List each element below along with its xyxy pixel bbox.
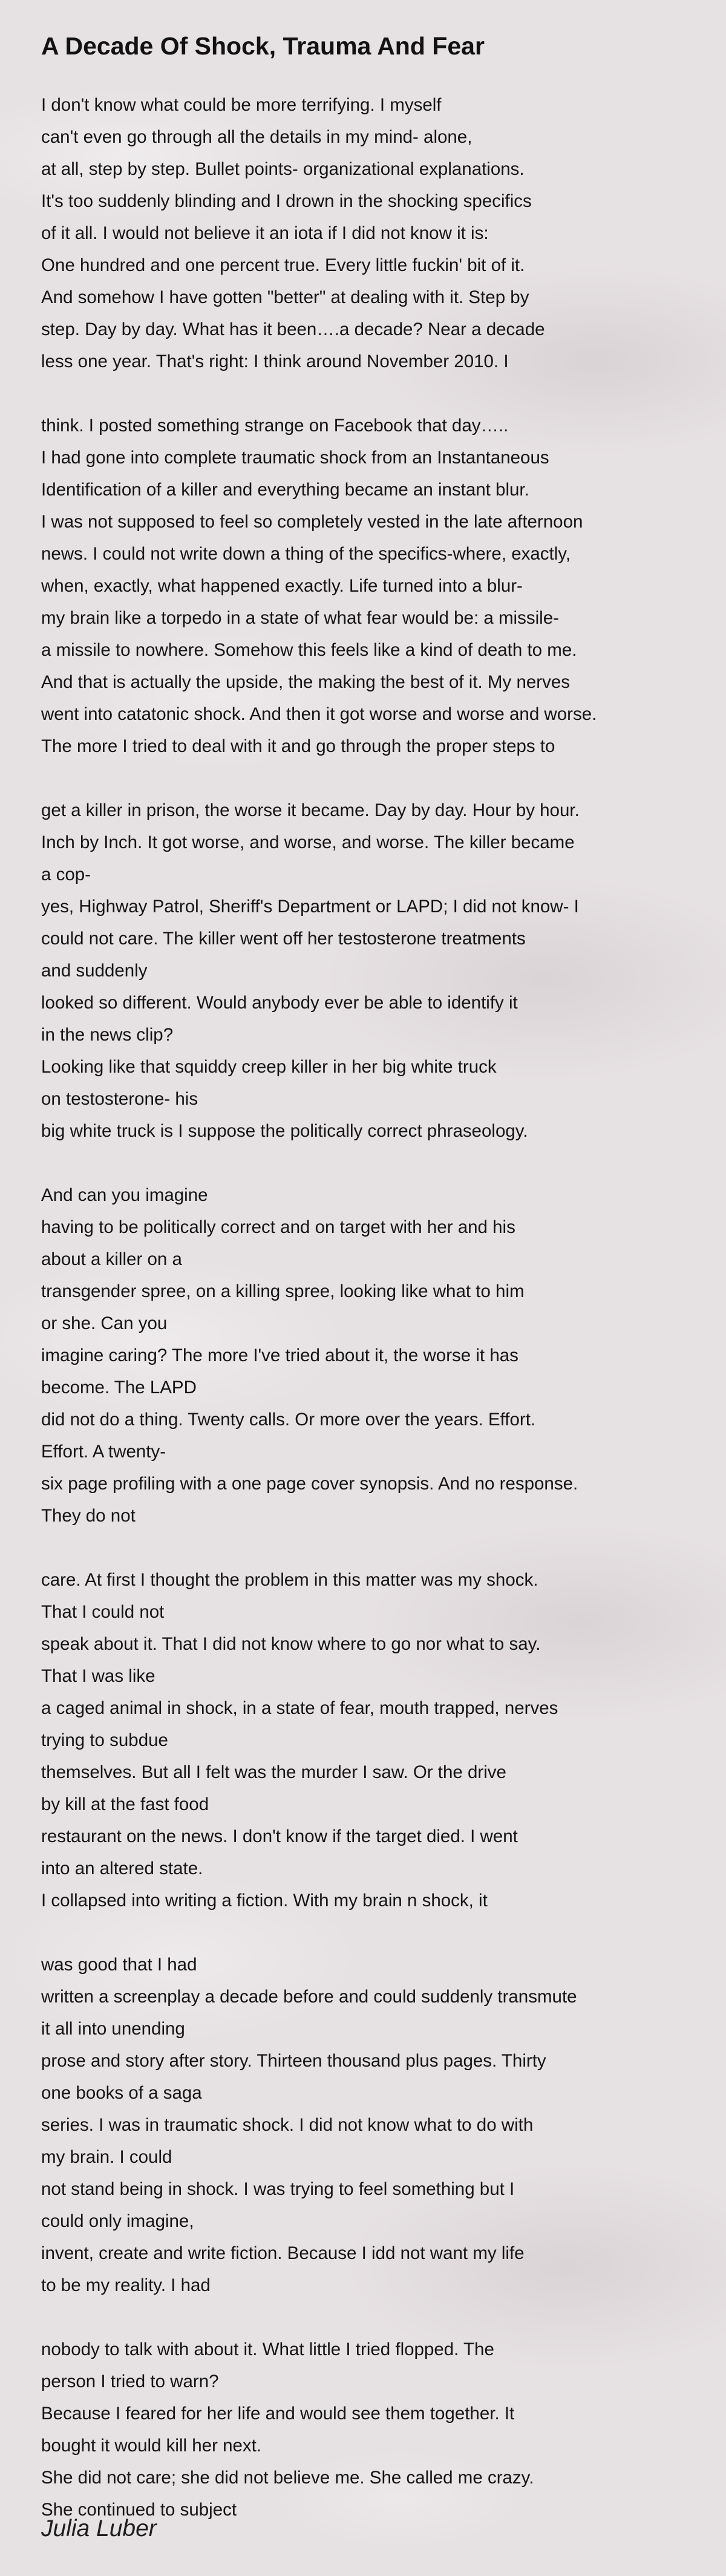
poem-line: step. Day by day. What has it been….a decade? Near a decade (41, 319, 545, 339)
poem-line: a caged animal in shock, in a state of fear, mouth trapped, nerves (41, 1698, 558, 1718)
poem-line: did not do a thing. Twenty calls. Or more over the years. Effort. (41, 1410, 536, 1430)
poem-stanza (41, 1949, 707, 2301)
poem-line: themselves. But all I felt was the murder I saw. Or the drive (41, 1762, 506, 1782)
poem-line: of it all. I would not believe it an iota if I did not know it is: (41, 223, 489, 243)
poem-line: looked so different. Would anybody ever be able to identify it (41, 993, 518, 1013)
poem-line: Inch by Inch. It got worse, and worse, and worse. The killer became (41, 832, 575, 852)
poem-title: A Decade Of Shock, Trauma And Fear (41, 32, 485, 60)
poem-line: Looking like that squiddy creep killer in her big white truck (41, 1057, 497, 1077)
poem-line: yes, Highway Patrol, Sheriff's Department or LAPD; I did not know- I (41, 897, 579, 917)
poem-line: speak about it. That I did not know where to go nor what to say. (41, 1634, 541, 1654)
poem-line: and suddenly (41, 961, 148, 981)
poem-stanza (41, 794, 707, 1147)
poem-line: imagine caring? The more I've tried about it, the worse it has (41, 1345, 518, 1365)
poem-line: a missile to nowhere. Somehow this feels like a kind of death to me. (41, 640, 577, 660)
poem-line: person I tried to warn? (41, 2372, 219, 2391)
poem-line: It's too suddenly blinding and I drown in the shocking specifics (41, 191, 532, 211)
poem-line: Identification of a killer and everything became an instant blur. (41, 480, 529, 500)
poem-line: when, exactly, what happened exactly. Life turned into a blur- (41, 576, 523, 596)
poem-line: having to be politically correct and on target with her and his (41, 1217, 515, 1237)
poem-line: or she. Can you (41, 1313, 168, 1333)
poem-line: One hundred and one percent true. Every little fuckin' bit of it. (41, 255, 525, 275)
poem-line: at all, step by step. Bullet points- organizational explanations. (41, 159, 525, 179)
poem-line: into an altered state. (41, 1858, 203, 1878)
poem-line: invent, create and write fiction. Because I idd not want my life (41, 2243, 525, 2263)
poem-line: And that is actually the upside, the making the best of it. My nerves (41, 672, 570, 692)
poem-line: can't even go through all the details in my mind- alone, (41, 127, 473, 147)
poem-stanza (41, 89, 707, 378)
poem-stanza (41, 1179, 707, 1532)
poem-line: trying to subdue (41, 1730, 168, 1750)
poem-line: And somehow I have gotten "better" at dealing with it. Step by (41, 287, 529, 307)
poem-line: to be my reality. I had (41, 2275, 211, 2295)
poem-line: Effort. A twenty- (41, 1442, 166, 1462)
poem-stanza (41, 1564, 707, 1917)
poem-line: by kill at the fast food (41, 1794, 209, 1814)
poem-author[interactable]: Julia Luber (41, 2516, 157, 2542)
poem-line: She did not care; she did not believe me. She called me crazy. (41, 2468, 534, 2488)
poem-line: She continued to subject (41, 2500, 237, 2520)
poem-line: transgender spree, on a killing spree, looking like what to him (41, 1281, 525, 1301)
poem-line: went into catatonic shock. And then it got worse and worse and worse. (41, 704, 597, 724)
poem-line: prose and story after story. Thirteen thousand plus pages. Thirty (41, 2051, 546, 2071)
poem-line: think. I posted something strange on Facebook that day….. (41, 416, 509, 436)
poem-line: written a screenplay a decade before and could suddenly transmute (41, 1987, 577, 2007)
poem-line: The more I tried to deal with it and go through the proper steps to (41, 736, 555, 756)
poem-line: a cop- (41, 865, 91, 884)
poem-line: care. At first I thought the problem in this matter was my shock. (41, 1570, 538, 1590)
poem-line: They do not (41, 1506, 136, 1526)
poem-line: Because I feared for her life and would see them together. It (41, 2404, 515, 2424)
poem-line: That I was like (41, 1666, 155, 1686)
poem-line: And can you imagine (41, 1185, 208, 1205)
poem-line: I collapsed into writing a fiction. With my brain n shock, it (41, 1891, 488, 1911)
poem-line: could only imagine, (41, 2211, 194, 2231)
poem-line: big white truck is I suppose the politically correct phraseology. (41, 1121, 528, 1141)
poem-line: in the news clip? (41, 1025, 174, 1045)
poem-line: I was not supposed to feel so completely vested in the late afternoon (41, 512, 583, 532)
poem-line: not stand being in shock. I was trying to feel something but I (41, 2179, 515, 2199)
poem-line: less one year. That's right: I think around November 2010. I (41, 351, 509, 371)
poem-line: I don't know what could be more terrifying. I myself (41, 95, 442, 115)
poem-line: it all into unending (41, 2019, 185, 2039)
poem-line: was good that I had (41, 1955, 197, 1975)
poem-line: six page profiling with a one page cover synopsis. And no response. (41, 1474, 578, 1494)
poem-stanza (41, 410, 707, 762)
poem-line: get a killer in prison, the worse it became. Day by day. Hour by hour. (41, 800, 580, 820)
poem-line: series. I was in traumatic shock. I did not know what to do with (41, 2115, 534, 2135)
poem-line: become. The LAPD (41, 1378, 197, 1398)
poem-line: one books of a saga (41, 2083, 202, 2103)
poem-line: nobody to talk with about it. What little I tried flopped. The (41, 2339, 494, 2359)
poem-line: on testosterone- his (41, 1089, 198, 1109)
poem-line: That I could not (41, 1602, 165, 1622)
poem-line: could not care. The killer went off her testosterone treatments (41, 929, 526, 949)
poem-line: my brain. I could (41, 2147, 172, 2167)
poem-body (41, 89, 707, 2558)
poem-line: restaurant on the news. I don't know if the target died. I went (41, 1826, 518, 1846)
poem-line: I had gone into complete traumatic shock from an Instantaneous (41, 448, 549, 468)
poem-line: my brain like a torpedo in a state of what fear would be: a missile- (41, 608, 559, 628)
poem-stanza (41, 2333, 707, 2526)
poem-line: news. I could not write down a thing of the specifics-where, exactly, (41, 544, 571, 564)
poem-line: about a killer on a (41, 1249, 182, 1269)
poem-line: bought it would kill her next. (41, 2436, 262, 2456)
